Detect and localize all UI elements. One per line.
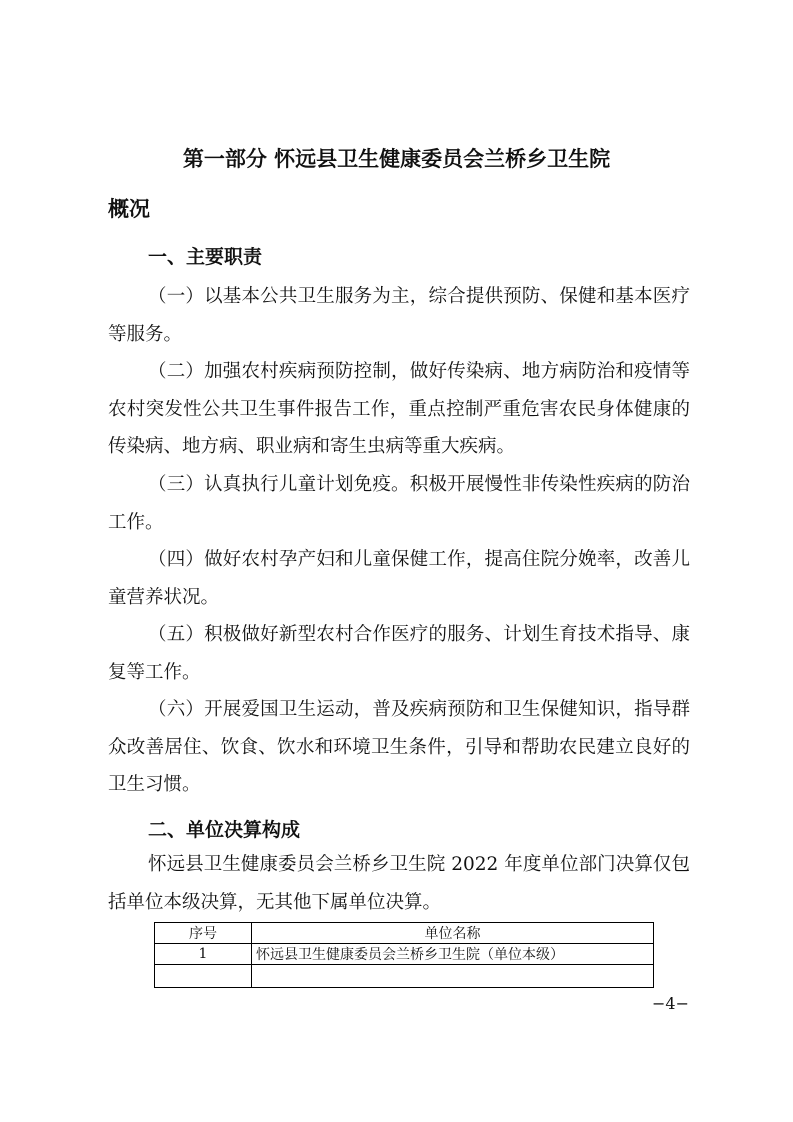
table-header-unit-name: 单位名称: [252, 923, 654, 944]
document-title: 第一部分 怀远县卫生健康委员会兰桥乡卫生院: [182, 147, 611, 171]
table-row: [155, 944, 654, 965]
duty-item-4: （四）做好农村孕产妇和儿童保健工作，提高住院分娩率，改善儿童营养状况。: [108, 549, 690, 608]
table-cell-index: [155, 965, 252, 988]
table-cell-unit-name: 怀远县卫生健康委员会兰桥乡卫生院（单位本级）: [252, 944, 654, 965]
table-cell-index: 1: [155, 944, 252, 965]
duty-item-1: （一）以基本公共卫生服务为主，综合提供预防、保健和基本医疗等服务。: [108, 286, 690, 345]
duty-item-5: （五）积极做好新型农村合作医疗的服务、计划生育技术指导、康复等工作。: [108, 624, 690, 683]
duty-item-3: （三）认真执行儿童计划免疫。积极开展慢性非传染性疾病的防治工作。: [108, 474, 690, 533]
section-heading-composition: 二、单位决算构成: [148, 819, 301, 841]
table-header-row: [155, 923, 654, 944]
composition-paragraph: 怀远县卫生健康委员会兰桥乡卫生院 2022 年度单位部门决算仅包括单位本级决算，无其他下属单位决算。: [108, 854, 690, 913]
section-heading-duties: 一、主要职责: [148, 246, 263, 268]
table-row: [155, 965, 654, 988]
duty-item-2: （二）加强农村疾病预防控制，做好传染病、地方病防治和疫情等农村突发性公共卫生事件报告工作，重点控制严重危害农民身体健康的传染病、地方病、职业病和寄生虫病等重大疾病。: [108, 361, 690, 457]
document-title-continued: 概况: [108, 197, 150, 221]
table-cell-unit-name: [252, 965, 654, 988]
duty-item-6: （六）开展爱国卫生运动，普及疾病预防和卫生保健知识，指导群众改善居住、饮食、饮水和环境卫生条件，引导和帮助农民建立良好的卫生习惯。: [108, 699, 690, 795]
unit-table: [154, 922, 654, 988]
page-number: −4−: [652, 994, 689, 1013]
table-header-index: 序号: [155, 923, 252, 944]
